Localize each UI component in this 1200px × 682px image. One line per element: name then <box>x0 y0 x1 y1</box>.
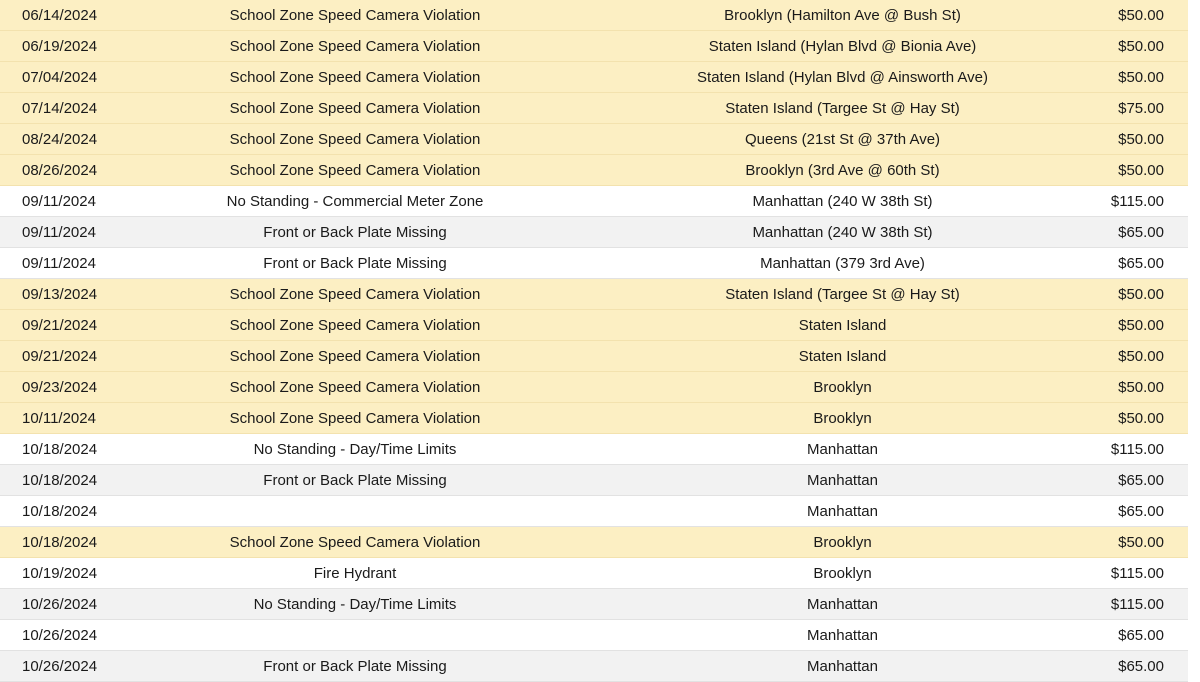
table-row[interactable] <box>0 465 1188 496</box>
fine-amount: $50.00 <box>1118 317 1164 334</box>
violation-date: 10/26/2024 <box>22 658 98 675</box>
fine-amount: $50.00 <box>1118 286 1164 303</box>
violation-location: Manhattan <box>807 503 878 520</box>
violation-location: Staten Island <box>798 348 887 365</box>
violation-type: School Zone Speed Camera Violation <box>229 69 481 86</box>
violation-location: Staten Island <box>798 317 887 334</box>
violation-type: School Zone Speed Camera Violation <box>229 286 481 303</box>
violation-type: School Zone Speed Camera Violation <box>229 317 481 334</box>
fine-amount: $115.00 <box>1110 441 1164 458</box>
violation-location: Brooklyn (Hamilton Ave @ Bush St) <box>724 7 961 24</box>
table-row[interactable] <box>0 186 1188 217</box>
fine-amount: $65.00 <box>1118 255 1164 272</box>
fine-amount: $50.00 <box>1118 534 1164 551</box>
violation-type: No Standing - Day/Time Limits <box>253 441 457 458</box>
table-row[interactable] <box>0 217 1188 248</box>
violation-type: Front or Back Plate Missing <box>263 255 447 272</box>
violation-type <box>205 496 505 526</box>
fine-amount: $50.00 <box>1118 410 1164 427</box>
table-row[interactable] <box>0 496 1188 527</box>
fine-amount: $65.00 <box>1118 503 1164 520</box>
violation-type: School Zone Speed Camera Violation <box>229 379 481 396</box>
fine-amount: $50.00 <box>1118 162 1164 179</box>
violation-location: Queens (21st St @ 37th Ave) <box>744 131 941 148</box>
table-row[interactable] <box>0 62 1188 93</box>
violation-location: Manhattan (379 3rd Ave) <box>760 255 925 272</box>
table-row[interactable] <box>0 527 1188 558</box>
table-row[interactable] <box>0 279 1188 310</box>
table-row[interactable] <box>0 248 1188 279</box>
table-row[interactable] <box>0 434 1188 465</box>
violation-type: Front or Back Plate Missing <box>263 658 447 675</box>
fine-amount: $50.00 <box>1118 348 1164 365</box>
table-row[interactable] <box>0 0 1188 31</box>
violation-date: 10/26/2024 <box>22 596 98 613</box>
table-row[interactable] <box>0 341 1188 372</box>
fine-amount: $65.00 <box>1118 658 1164 675</box>
violation-type: No Standing - Commercial Meter Zone <box>226 193 484 210</box>
table-row[interactable] <box>0 589 1188 620</box>
fine-amount: $50.00 <box>1118 131 1164 148</box>
violation-date: 09/11/2024 <box>22 224 96 241</box>
table-row[interactable] <box>0 403 1188 434</box>
violation-type: School Zone Speed Camera Violation <box>229 100 481 117</box>
violation-location: Brooklyn (3rd Ave @ 60th St) <box>745 162 940 179</box>
fine-amount: $65.00 <box>1118 472 1164 489</box>
violation-date: 10/18/2024 <box>22 503 98 520</box>
violation-date: 09/13/2024 <box>22 286 98 303</box>
table-row[interactable] <box>0 310 1188 341</box>
violation-type: No Standing - Day/Time Limits <box>253 596 457 613</box>
violation-location: Manhattan <box>807 441 878 458</box>
fine-amount: $65.00 <box>1118 224 1164 241</box>
violation-type: Front or Back Plate Missing <box>263 224 447 241</box>
table-row[interactable] <box>0 372 1188 403</box>
table-row[interactable] <box>0 93 1188 124</box>
fine-amount: $115.00 <box>1110 596 1164 613</box>
violation-location: Manhattan (240 W 38th St) <box>752 193 933 210</box>
violation-date: 10/11/2024 <box>22 410 96 427</box>
violation-location: Staten Island (Hylan Blvd @ Bionia Ave) <box>708 38 977 55</box>
violation-location: Brooklyn <box>813 565 872 582</box>
fine-amount: $50.00 <box>1118 69 1164 86</box>
violation-type: School Zone Speed Camera Violation <box>229 38 481 55</box>
violation-location: Manhattan (240 W 38th St) <box>752 224 933 241</box>
violation-location: Staten Island (Targee St @ Hay St) <box>725 286 960 303</box>
table-row[interactable] <box>0 651 1188 682</box>
violation-date: 10/19/2024 <box>22 565 98 582</box>
violation-location: Brooklyn <box>813 379 872 396</box>
violation-type: School Zone Speed Camera Violation <box>229 348 481 365</box>
violation-type: Front or Back Plate Missing <box>263 472 447 489</box>
table-row[interactable] <box>0 31 1188 62</box>
fine-amount: $115.00 <box>1110 565 1164 582</box>
violation-location: Staten Island (Targee St @ Hay St) <box>725 100 960 117</box>
violation-type: School Zone Speed Camera Violation <box>229 131 481 148</box>
violation-type: School Zone Speed Camera Violation <box>229 534 481 551</box>
violation-date: 09/11/2024 <box>22 193 96 210</box>
violation-location: Brooklyn <box>813 534 872 551</box>
violation-date: 08/26/2024 <box>22 162 98 179</box>
table-row[interactable] <box>0 124 1188 155</box>
violation-location: Brooklyn <box>813 410 872 427</box>
fine-amount: $50.00 <box>1118 38 1164 55</box>
violation-date: 08/24/2024 <box>22 131 98 148</box>
violation-date: 10/18/2024 <box>22 441 98 458</box>
violation-date: 09/23/2024 <box>22 379 98 396</box>
violation-location: Manhattan <box>807 472 878 489</box>
violation-date: 10/18/2024 <box>22 534 98 551</box>
violation-location: Manhattan <box>807 658 878 675</box>
violation-type: School Zone Speed Camera Violation <box>229 410 481 427</box>
table-row[interactable] <box>0 558 1188 589</box>
violation-date: 07/14/2024 <box>22 100 98 117</box>
violation-date: 09/21/2024 <box>22 348 98 365</box>
violation-date: 09/21/2024 <box>22 317 98 334</box>
violation-location: Manhattan <box>807 627 878 644</box>
violation-date: 09/11/2024 <box>22 255 96 272</box>
violation-date: 07/04/2024 <box>22 69 98 86</box>
violation-type <box>205 620 505 650</box>
fine-amount: $50.00 <box>1118 379 1164 396</box>
violation-date: 06/14/2024 <box>22 7 98 24</box>
table-row[interactable] <box>0 620 1188 651</box>
fine-amount: $50.00 <box>1118 7 1164 24</box>
violation-type: Fire Hydrant <box>313 565 397 582</box>
fine-amount: $75.00 <box>1118 100 1164 117</box>
violation-location: Staten Island (Hylan Blvd @ Ainsworth Ave) <box>697 69 988 86</box>
table-row[interactable] <box>0 155 1188 186</box>
violation-date: 10/26/2024 <box>22 627 98 644</box>
violation-type: School Zone Speed Camera Violation <box>229 162 481 179</box>
violation-date: 10/18/2024 <box>22 472 98 489</box>
fine-amount: $65.00 <box>1118 627 1164 644</box>
violation-location: Manhattan <box>807 596 878 613</box>
fine-amount: $115.00 <box>1110 193 1164 210</box>
violation-type: School Zone Speed Camera Violation <box>229 7 481 24</box>
violation-date: 06/19/2024 <box>22 38 98 55</box>
